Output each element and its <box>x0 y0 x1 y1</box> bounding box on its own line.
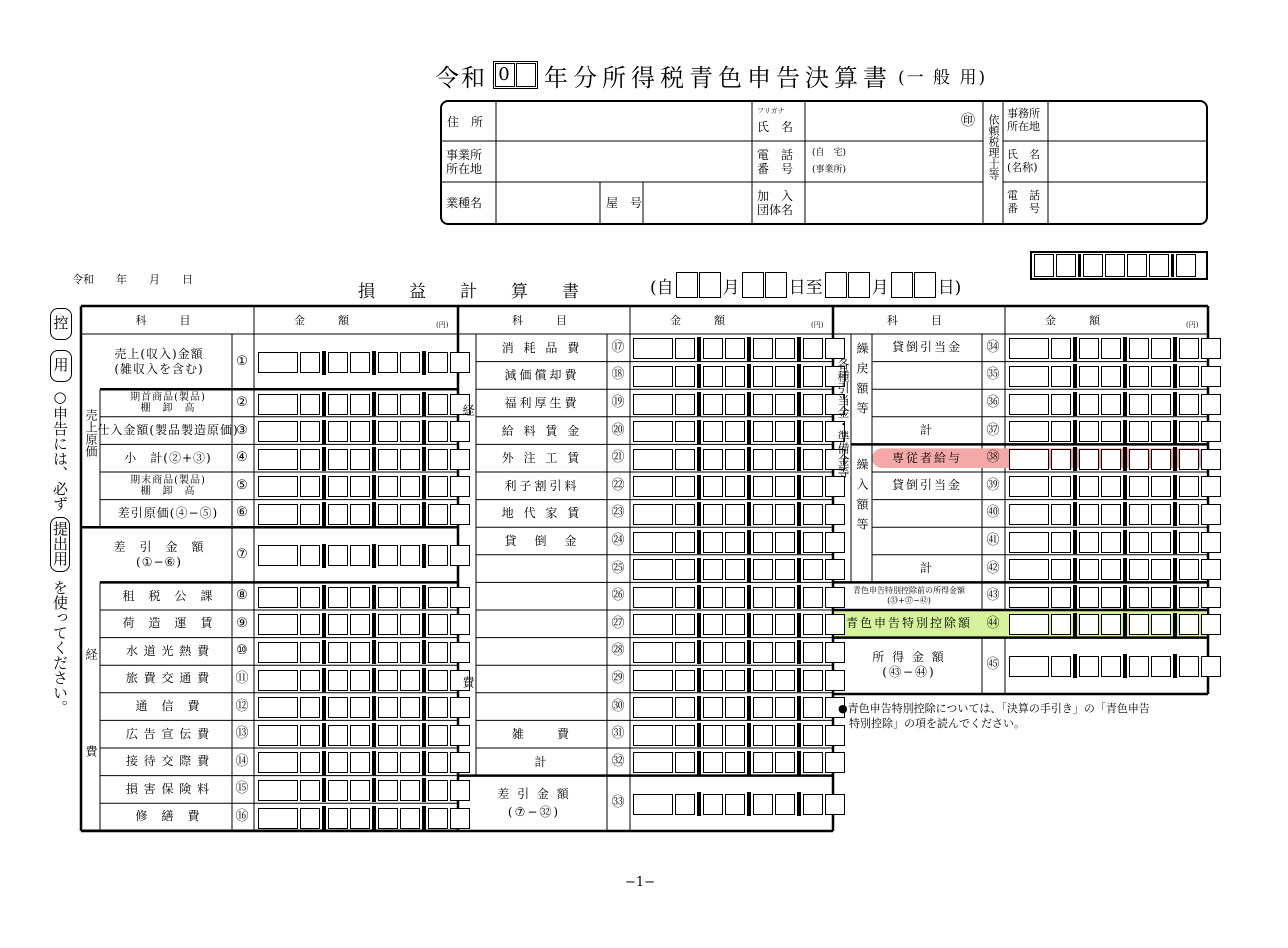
blue-deduction-note: ●青色申告特別控除については、「決算の手引き」の「青色申告 特別控除」の項を読んでください。 <box>838 701 1150 731</box>
row-label-13: 広 告 宣 伝 費 <box>104 720 232 748</box>
col-header-item: 科 目 <box>512 315 567 326</box>
mid-row-number-29: ㉙ <box>609 672 627 685</box>
right-row-label-44: 青色申告特別控除額 <box>836 610 982 638</box>
group-back-label: 繰戻額等 <box>855 342 869 422</box>
mid-row-number-27: ㉗ <box>609 617 627 630</box>
mid-row-number-30: ㉚ <box>609 700 627 713</box>
row-label-14: 接 待 交 際 費 <box>104 748 232 776</box>
col-header-amount: 金 額 <box>670 315 725 326</box>
address-label: 住 所 <box>447 116 483 128</box>
agent-label: 依頼税理士等 <box>987 114 1000 180</box>
right-amount-41[interactable] <box>1009 530 1221 554</box>
mid-row-number-26: ㉖ <box>609 589 627 602</box>
period-from-label: (自 <box>650 273 674 298</box>
group-exp-label: 経費 <box>84 648 98 842</box>
to-label: 日至 <box>789 273 823 298</box>
mid-amount-21[interactable] <box>633 447 845 471</box>
mid-row-label-25 <box>478 555 606 583</box>
col-header-amount: 金 額 <box>294 315 349 326</box>
right-row-number-41: ㊶ <box>984 534 1002 547</box>
mid-amount-17[interactable] <box>633 337 845 361</box>
right-amount-42[interactable] <box>1009 558 1221 582</box>
right-amount-36[interactable] <box>1009 392 1221 416</box>
amount-7[interactable] <box>258 544 470 568</box>
right-amount-40[interactable] <box>1009 502 1221 526</box>
amount-6[interactable] <box>258 502 470 526</box>
amount-15[interactable] <box>258 778 470 802</box>
furigana-label: フリガナ <box>757 108 785 115</box>
mid-row-label-21: 外 注 工 賃 <box>478 444 606 472</box>
mid-row-label-26 <box>478 582 606 610</box>
submit-badge: 提出用 <box>50 517 70 572</box>
mid-row-number-17: ⑰ <box>609 341 627 354</box>
right-row-number-34: ㉞ <box>984 341 1002 354</box>
mid-row-label-27 <box>478 610 606 638</box>
right-row-label-34: 貸倒引当金 <box>872 334 982 362</box>
mid-row-number-25: ㉕ <box>609 562 627 575</box>
row-number-9: ⑨ <box>233 617 251 630</box>
month-label-2: 月 <box>872 273 889 298</box>
right-amount-34[interactable] <box>1009 337 1221 361</box>
mid-row-label-20: 給 料 賃 金 <box>478 417 606 445</box>
mid-amount-24[interactable] <box>633 530 845 554</box>
association-label: 加 入 団体名 <box>757 189 793 217</box>
row-label-16: 修 繕 費 <box>104 803 232 831</box>
col-header-yen: (円) <box>436 322 448 329</box>
right-row-label-38: 専従者給与 <box>872 444 982 472</box>
mid-row-label-24: 貸 倒 金 <box>478 527 606 555</box>
mid-row-label-32: 計 <box>478 748 606 776</box>
mid-row-label-29 <box>478 665 606 693</box>
shop-name-label: 屋 号 <box>606 197 642 209</box>
right-amount-43[interactable] <box>1009 585 1221 609</box>
right-row-number-38: ㊳ <box>984 451 1002 464</box>
row-label-7: 差 引 金 額 (①−⑥) <box>86 527 232 582</box>
mid-row-label-18: 減価償却費 <box>478 362 606 390</box>
mid-total-label: 差 引 金 額 (⑦−㉜) <box>462 776 606 831</box>
right-row-label-42: 計 <box>872 555 982 583</box>
row-number-2: ② <box>233 396 251 409</box>
mid-row-number-22: ㉒ <box>609 479 627 492</box>
group-mid-exp-label: 経費 <box>461 404 475 948</box>
biz-address-label: 事業所 所在地 <box>446 148 482 176</box>
month-label: 月 <box>723 273 740 298</box>
amount-12[interactable] <box>258 696 470 720</box>
mid-row-label-22: 利子割引料 <box>478 472 606 500</box>
mid-total-amount[interactable] <box>633 792 845 816</box>
row-number-15: ⑮ <box>233 782 251 795</box>
right-row-label-45: 所 得 金 額 (㊸−㊹) <box>836 638 982 693</box>
amount-10[interactable] <box>258 640 470 664</box>
phone-office-label: (事業所) <box>812 166 846 175</box>
mid-amount-27[interactable] <box>633 613 845 637</box>
mid-row-label-23: 地 代 家 賃 <box>478 500 606 528</box>
right-row-label-36 <box>872 389 982 417</box>
mid-row-number-31: ㉛ <box>609 727 627 740</box>
row-number-3: ③ <box>233 424 251 437</box>
mid-amount-22[interactable] <box>633 475 845 499</box>
right-row-number-39: ㊴ <box>984 479 1002 492</box>
row-number-13: ⑬ <box>233 727 251 740</box>
group-forward-label: 繰入額等 <box>855 458 869 538</box>
right-row-number-37: ㊲ <box>984 424 1002 437</box>
group-cost-label: 売上原価 <box>84 409 98 457</box>
pl-title: 損 益 計 算 書 <box>358 277 579 302</box>
amount-9[interactable] <box>258 613 470 637</box>
row-number-16: ⑯ <box>233 810 251 823</box>
row-label-11: 旅 費 交 通 費 <box>104 665 232 693</box>
right-row-number-45: ㊺ <box>984 658 1002 671</box>
right-row-number-40: ㊵ <box>984 506 1002 519</box>
right-row-number-43: ㊸ <box>984 589 1002 602</box>
right-row-label-40 <box>872 500 982 528</box>
mid-row-label-17: 消 耗 品 費 <box>478 334 606 362</box>
row-number-1: ① <box>233 355 251 368</box>
title-suffix: (一 般 用) <box>898 63 987 88</box>
mid-row-label-28 <box>478 638 606 666</box>
col-header-item: 科 目 <box>136 315 191 326</box>
row-number-7: ⑦ <box>233 548 251 561</box>
col-header-item: 科 目 <box>887 315 942 326</box>
date-label: 令和 年 月 日 <box>72 274 193 285</box>
mid-row-number-32: ㉜ <box>609 755 627 768</box>
phone-label: 電 話 番 号 <box>757 148 793 176</box>
right-amount-39[interactable] <box>1009 475 1221 499</box>
title-text: 年分所得税青色申告決算書 <box>544 58 892 93</box>
right-amount-38[interactable] <box>1009 447 1221 471</box>
amount-11[interactable] <box>258 668 470 692</box>
ctrl-badge: 控 <box>50 308 72 340</box>
amount-13[interactable] <box>258 723 470 747</box>
mid-row-number-24: ㉔ <box>609 534 627 547</box>
amount-14[interactable] <box>258 751 470 775</box>
mid-amount-30[interactable] <box>633 696 845 720</box>
name-label: 氏 名 <box>757 121 793 133</box>
row-number-14: ⑭ <box>233 755 251 768</box>
row-label-15: 損 害 保 険 料 <box>104 776 232 804</box>
col-header-yen: (円) <box>811 322 823 329</box>
mid-row-label-30 <box>478 693 606 721</box>
right-row-number-36: ㊱ <box>984 396 1002 409</box>
mid-row-number-21: ㉑ <box>609 451 627 464</box>
amount-16[interactable] <box>258 806 470 830</box>
amount-3[interactable] <box>258 420 470 444</box>
mid-amount-20[interactable] <box>633 420 845 444</box>
right-row-number-44: ㊹ <box>984 617 1002 630</box>
mid-amount-31[interactable] <box>633 723 845 747</box>
use-badge: 用 <box>50 350 72 382</box>
right-amount-45[interactable] <box>1009 654 1221 678</box>
title-era: 令和 <box>435 58 487 93</box>
mid-amount-19[interactable] <box>633 392 845 416</box>
right-row-label-43: 青色申告特別控除前の所得金額 (㉝+㊲−㊷) <box>836 582 982 610</box>
row-label-5: 期末商品(製品) 棚 卸 高 <box>104 472 232 500</box>
mid-amount-28[interactable] <box>633 640 845 664</box>
right-amount-44[interactable] <box>1009 613 1221 637</box>
agent-name-label: 氏 名 (名称) <box>1007 148 1040 174</box>
industry-label: 業種名 <box>446 197 482 209</box>
row-number-6: ⑥ <box>233 506 251 519</box>
mid-amount-23[interactable] <box>633 502 845 526</box>
year-digit-1[interactable]: 0 <box>495 63 515 87</box>
amount-5[interactable] <box>258 475 470 499</box>
right-row-label-39: 貸倒引当金 <box>872 472 982 500</box>
seal-mark: ㊞ <box>961 114 975 128</box>
row-label-8: 租 税 公 課 <box>104 582 232 610</box>
col-header-yen: (円) <box>1186 322 1198 329</box>
mid-amount-18[interactable] <box>633 364 845 388</box>
row-number-11: ⑪ <box>233 672 251 685</box>
phone-home-label: (自 宅) <box>812 149 846 158</box>
amount-1[interactable] <box>258 351 470 375</box>
mid-row-number-23: ㉓ <box>609 506 627 519</box>
row-number-4: ④ <box>233 451 251 464</box>
agent-phone-label: 電 話 番 号 <box>1007 189 1040 215</box>
row-number-10: ⑩ <box>233 644 251 657</box>
note-1: ○申告には、必ず <box>50 388 70 511</box>
mid-row-number-19: ⑲ <box>609 396 627 409</box>
mid-amount-26[interactable] <box>633 585 845 609</box>
mid-row-number-18: ⑱ <box>609 368 627 381</box>
right-row-label-37: 計 <box>872 417 982 445</box>
row-label-1: 売上(収入)金額 (雑収入を含む) <box>86 334 232 389</box>
row-label-6: 差引原価(④−⑤) <box>104 500 232 528</box>
mid-amount-32[interactable] <box>633 751 845 775</box>
right-amount-37[interactable] <box>1009 420 1221 444</box>
page-number: −1− <box>625 876 655 889</box>
group-reserve-label: 各種引当金・準備金等 <box>836 358 850 478</box>
mid-row-number-20: ⑳ <box>609 424 627 437</box>
mid-amount-29[interactable] <box>633 668 845 692</box>
row-number-8: ⑧ <box>233 589 251 602</box>
col-header-amount: 金 額 <box>1045 315 1100 326</box>
mid-row-label-31: 雑 費 <box>478 720 606 748</box>
row-label-4: 小 計(②+③) <box>104 444 232 472</box>
row-label-9: 荷 造 運 賃 <box>104 610 232 638</box>
row-label-12: 通 信 費 <box>104 693 232 721</box>
row-number-12: ⑫ <box>233 700 251 713</box>
right-row-label-35 <box>872 362 982 390</box>
mid-total-number: ㉝ <box>609 796 627 809</box>
note-2: を使ってください。 <box>50 580 70 715</box>
right-row-number-42: ㊷ <box>984 562 1002 575</box>
amount-4[interactable] <box>258 447 470 471</box>
mid-row-number-28: ㉘ <box>609 644 627 657</box>
mid-amount-25[interactable] <box>633 558 845 582</box>
right-amount-35[interactable] <box>1009 364 1221 388</box>
row-number-5: ⑤ <box>233 479 251 492</box>
right-row-number-35: ㉟ <box>984 368 1002 381</box>
end-label: 日) <box>938 273 962 298</box>
right-row-label-41 <box>872 527 982 555</box>
amount-8[interactable] <box>258 585 470 609</box>
agent-office-label: 事務所 所在地 <box>1007 107 1040 133</box>
amount-2[interactable] <box>258 392 470 416</box>
row-label-10: 水 道 光 熱 費 <box>104 638 232 666</box>
row-label-3: 仕入金額(製品製造原価) <box>104 417 232 445</box>
mid-row-label-19: 福利厚生費 <box>478 389 606 417</box>
row-label-2: 期首商品(製品) 棚 卸 高 <box>104 389 232 417</box>
